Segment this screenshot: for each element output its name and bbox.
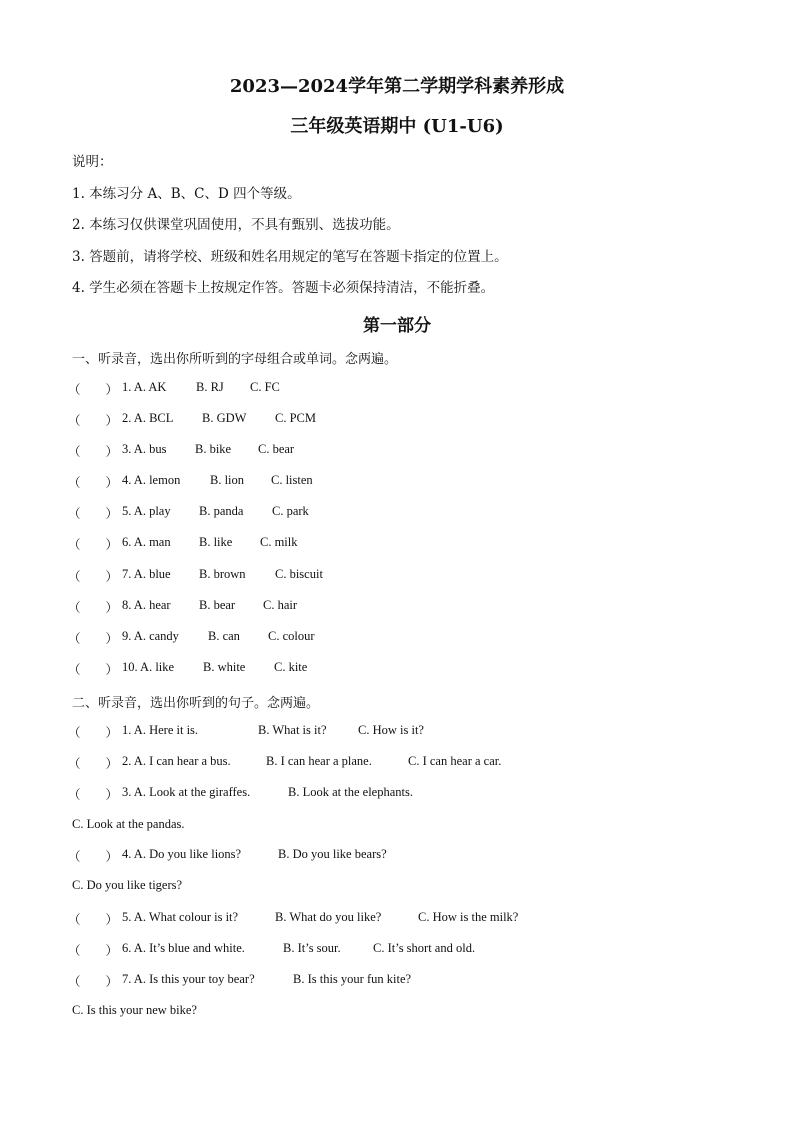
option-c: C. listen [271, 473, 313, 487]
option-b: B. brown [199, 567, 246, 581]
instruction-item: 1. 本练习分 A、B、C、D 四个等级。 [72, 186, 301, 202]
answer-paren[interactable]: （ ） [68, 726, 119, 740]
option-c: C. How is the milk? [418, 910, 519, 924]
answer-paren[interactable]: （ ） [68, 944, 119, 958]
option-c: C. hair [263, 598, 298, 612]
exam-subtitle: 三年级英语期中 (U1-U6) [290, 116, 504, 137]
option-b: B. RJ [196, 380, 224, 394]
instruction-item: 2. 本练习仅供课堂巩固使用，不具有甄别、选拔功能。 [72, 217, 400, 233]
option-b: B. lion [210, 473, 245, 487]
answer-paren[interactable]: （ ） [68, 975, 119, 989]
section2-title: 二、听录音，选出你听到的句子。念两遍。 [72, 696, 320, 711]
option-c: C. biscuit [275, 567, 323, 581]
option-a: 4. A. lemon [122, 473, 181, 487]
answer-paren[interactable]: （ ） [68, 663, 119, 677]
option-a: 6. A. man [122, 535, 171, 549]
option-b: B. Look at the elephants. [288, 785, 413, 799]
option-a: 9. A. candy [122, 629, 179, 643]
option-b: B. Do you like bears? [278, 847, 387, 861]
option-c: C. It’s short and old. [373, 941, 476, 955]
answer-paren[interactable]: （ ） [68, 414, 119, 428]
option-c: C. park [272, 504, 309, 518]
option-b: B. What do you like? [275, 910, 382, 924]
option-c: C. Look at the pandas. [72, 817, 185, 831]
option-a: 3. A. Look at the giraffes. [122, 785, 251, 799]
option-b: B. It’s sour. [283, 941, 341, 955]
answer-paren[interactable]: （ ） [68, 788, 119, 802]
option-b: B. GDW [202, 411, 247, 425]
answer-paren[interactable]: （ ） [68, 476, 119, 490]
option-b: B. bike [195, 442, 232, 456]
option-b: B. bear [199, 598, 236, 612]
option-c: C. milk [260, 535, 298, 549]
option-a: 5. A. play [122, 504, 171, 518]
instruction-item: 3. 答题前，请将学校、班级和姓名用规定的笔写在答题卡指定的位置上。 [72, 249, 508, 265]
option-a: 8. A. hear [122, 598, 171, 612]
part-one-title: 第一部分 [363, 316, 431, 336]
option-c: C. Do you like tigers? [72, 878, 183, 892]
option-b: B. Is this your fun kite? [293, 972, 412, 986]
option-a: 7. A. blue [122, 567, 171, 581]
option-a: 2. A. I can hear a bus. [122, 754, 231, 768]
option-c: C. I can hear a car. [408, 754, 502, 768]
instructions-label: 说明： [72, 154, 113, 170]
option-b: B. What is it? [258, 723, 327, 737]
option-c: C. Is this your new bike? [72, 1003, 197, 1017]
answer-paren[interactable]: （ ） [68, 632, 119, 646]
answer-paren[interactable]: （ ） [68, 850, 119, 864]
option-b: B. I can hear a plane. [266, 754, 372, 768]
option-b: B. like [199, 535, 233, 549]
answer-paren[interactable]: （ ） [68, 913, 119, 927]
option-c: C. FC [250, 380, 280, 394]
option-b: B. can [208, 629, 240, 643]
option-a: 1. A. Here it is. [122, 723, 199, 737]
option-c: C. colour [268, 629, 315, 643]
option-c: C. How is it? [358, 723, 424, 737]
answer-paren[interactable]: （ ） [68, 445, 119, 459]
option-b: B. panda [199, 504, 244, 518]
option-a: 10. A. like [122, 660, 175, 674]
option-a: 6. A. It’s blue and white. [122, 941, 245, 955]
option-c: C. kite [274, 660, 308, 674]
option-c: C. bear [258, 442, 295, 456]
answer-paren[interactable]: （ ） [68, 383, 119, 397]
exam-title: 2023—2024学年第二学期学科素养形成 [229, 76, 565, 97]
answer-paren[interactable]: （ ） [68, 757, 119, 771]
instruction-item: 4. 学生必须在答题卡上按规定作答。答题卡必须保持清洁，不能折叠。 [72, 280, 495, 296]
option-a: 4. A. Do you like lions? [122, 847, 242, 861]
option-c: C. PCM [275, 411, 316, 425]
option-a: 5. A. What colour is it? [122, 910, 239, 924]
option-a: 2. A. BCL [122, 411, 174, 425]
option-a: 1. A. AK [122, 380, 167, 394]
option-a: 7. A. Is this your toy bear? [122, 972, 255, 986]
answer-paren[interactable]: （ ） [68, 570, 119, 584]
option-b: B. white [203, 660, 246, 674]
option-a: 3. A. bus [122, 442, 167, 456]
section1-title: 一、听录音，选出你所听到的字母组合或单词。念两遍。 [72, 352, 398, 367]
answer-paren[interactable]: （ ） [68, 507, 119, 521]
answer-paren[interactable]: （ ） [68, 601, 119, 615]
answer-paren[interactable]: （ ） [68, 538, 119, 552]
